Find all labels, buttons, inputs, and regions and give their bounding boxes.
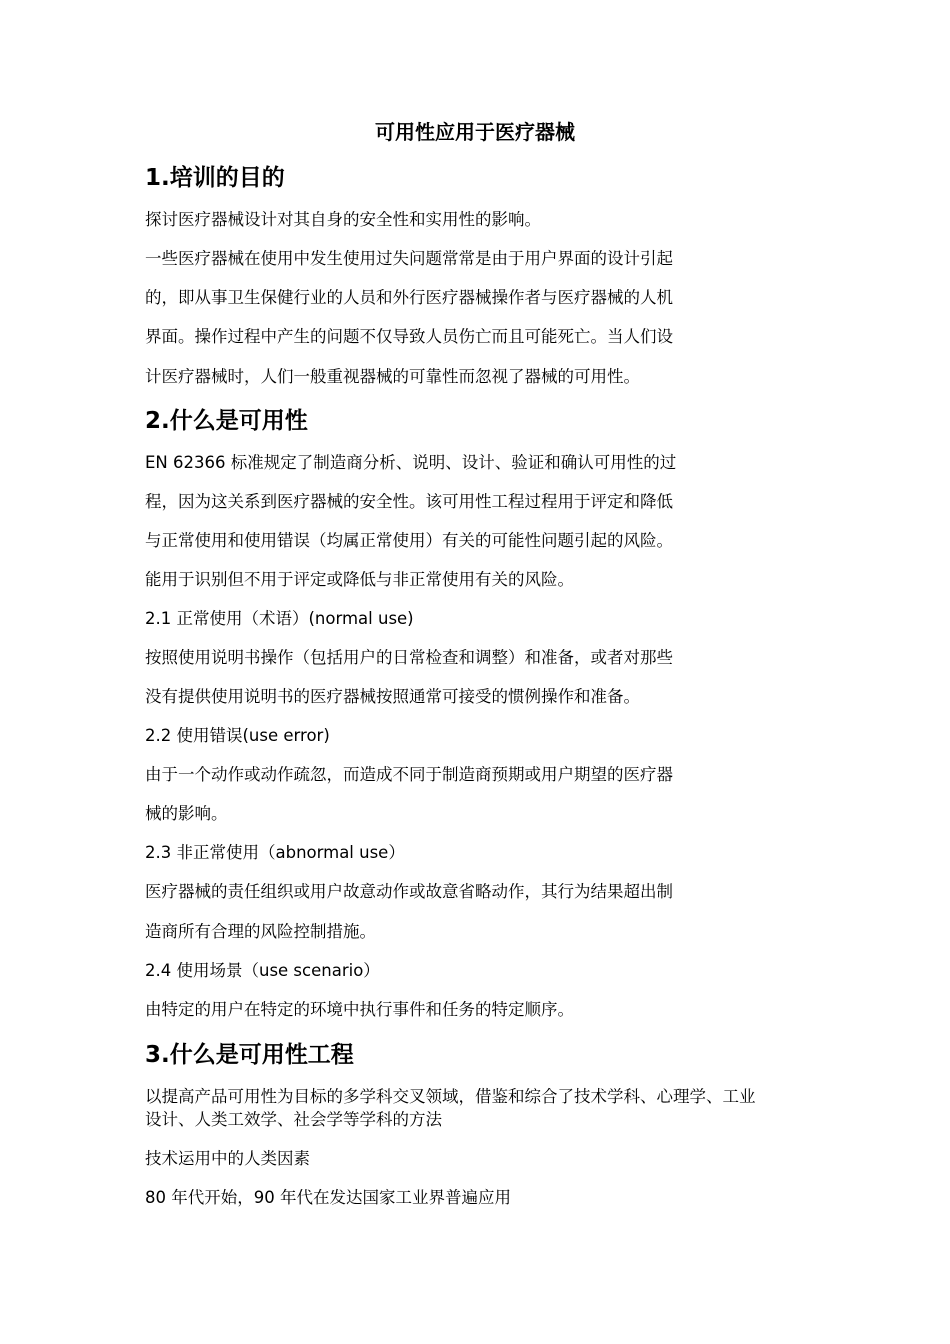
paragraph-line: 80 年代开始，90 年代在发达国家工业界普遍应用	[145, 1188, 511, 1207]
section-3-heading: 3.什么是可用性工程	[145, 1042, 354, 1068]
paragraph-line: 以提高产品可用性为目标的多学科交叉领域，借鉴和综合了技术学科、心理学、工业	[145, 1087, 756, 1106]
paragraph-line: 设计、人类工效学、社会学等学科的方法	[145, 1110, 442, 1129]
paragraph-line: 医疗器械的责任组织或用户故意动作或故意省略动作，其行为结果超出制	[145, 882, 673, 901]
paragraph-line: 探讨医疗器械设计对其自身的安全性和实用性的影响。	[145, 210, 541, 229]
subsection-2-4-heading: 2.4 使用场景（use scenario）	[145, 961, 380, 980]
paragraph-line: 界面。操作过程中产生的问题不仅导致人员伤亡而且可能死亡。当人们设	[145, 327, 673, 346]
paragraph-line: 造商所有合理的风险控制措施。	[145, 922, 376, 941]
paragraph-line: 一些医疗器械在使用中发生使用过失问题常常是由于用户界面的设计引起	[145, 249, 673, 268]
subsection-2-2-heading: 2.2 使用错误(use error)	[145, 726, 330, 745]
paragraph-line: 按照使用说明书操作（包括用户的日常检查和调整）和准备，或者对那些	[145, 648, 673, 667]
document-title: 可用性应用于医疗器械	[375, 120, 575, 144]
paragraph-line: 由特定的用户在特定的环境中执行事件和任务的特定顺序。	[145, 1000, 574, 1019]
paragraph-line: EN 62366 标准规定了制造商分析、说明、设计、验证和确认可用性的过	[145, 453, 677, 472]
paragraph-line: 与正常使用和使用错误（均属正常使用）有关的可能性问题引起的风险。	[145, 531, 673, 550]
subsection-2-1-heading: 2.1 正常使用（术语）(normal use)	[145, 609, 414, 628]
paragraph-line: 技术运用中的人类因素	[145, 1149, 310, 1168]
section-2-heading: 2.什么是可用性	[145, 408, 308, 434]
paragraph-line: 能用于识别但不用于评定或降低与非正常使用有关的风险。	[145, 570, 574, 589]
paragraph-line: 的，即从事卫生保健行业的人员和外行医疗器械操作者与医疗器械的人机	[145, 288, 673, 307]
paragraph-line: 程，因为这关系到医疗器械的安全性。该可用性工程过程用于评定和降低	[145, 492, 673, 511]
paragraph-line: 械的影响。	[145, 804, 228, 823]
paragraph-line: 计医疗器械时，人们一般重视器械的可靠性而忽视了器械的可用性。	[145, 367, 640, 386]
paragraph-line: 由于一个动作或动作疏忽，而造成不同于制造商预期或用户期望的医疗器	[145, 765, 673, 784]
paragraph-line: 没有提供使用说明书的医疗器械按照通常可接受的惯例操作和准备。	[145, 687, 640, 706]
subsection-2-3-heading: 2.3 非正常使用（abnormal use）	[145, 843, 405, 862]
section-1-heading: 1.培训的目的	[145, 165, 285, 191]
